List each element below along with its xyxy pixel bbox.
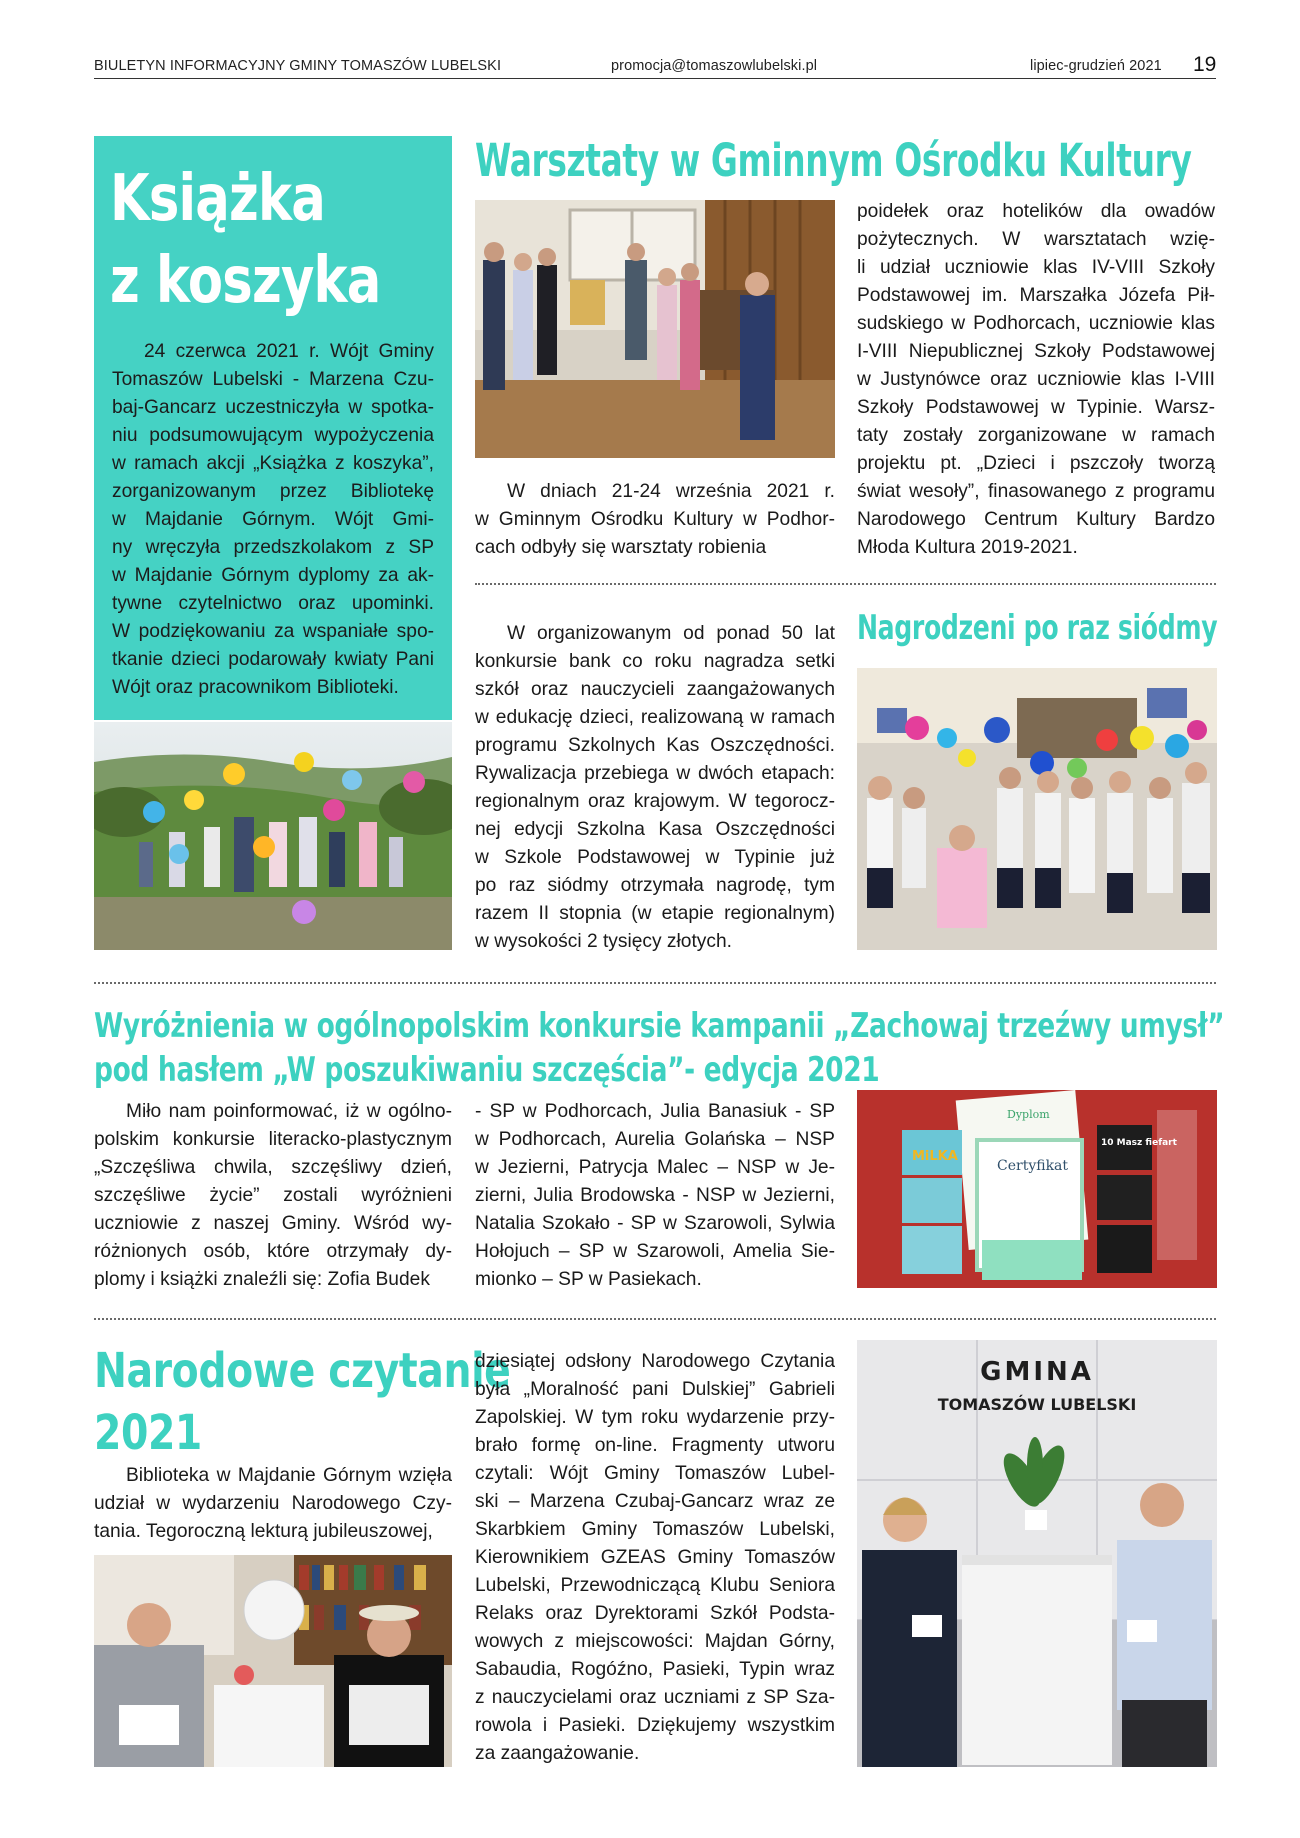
text-line: brało formę on-line. Fragmenty utworu	[475, 1435, 835, 1456]
text-line: taty zostały zorganizowane w ramach	[857, 425, 1215, 446]
text-line: Biblioteka w Majdanie Górnym wzięła	[126, 1465, 452, 1486]
text-line: poidełek oraz hotelików dla owadów	[857, 201, 1215, 222]
text-line: W dniach 21-24 września 2021 r.	[507, 481, 835, 502]
separator-warsztaty	[475, 583, 1216, 585]
photo-text-dyplom: Dyplom	[1007, 1108, 1050, 1121]
text-line: wowych z miejscowości: Majdan Górny,	[475, 1631, 835, 1652]
separator-lower	[94, 1318, 1216, 1320]
ksiazka-title-line2: z koszyka	[110, 244, 381, 318]
header-date: lipiec-grudzień 2021	[1030, 58, 1162, 74]
header-email[interactable]: promocja@tomaszowlubelski.pl	[611, 58, 818, 74]
wyroznienia-text-col1	[94, 1098, 452, 1294]
text-line: rowola i Pasieki. Dziękujemy wszystkim	[475, 1715, 835, 1736]
text-line: w ramach akcji „Książka z koszyka”,	[112, 453, 434, 474]
text-line: sudskiego w Podhorcach, uczniowie klas	[857, 313, 1215, 334]
text-line: Relaks oraz Dyrektorami Szkół Podsta-	[475, 1603, 835, 1624]
text-line: mionko – SP w Pasiekach.	[475, 1269, 702, 1290]
text-line: projektu pt. „Dzieci i pszczoły tworzą	[857, 453, 1215, 474]
text-line: tania. Tegoroczną lekturą jubileuszowej,	[94, 1521, 433, 1542]
text-line: z nauczycielami oraz uczniami z SP Sza-	[475, 1687, 835, 1708]
text-line: dziesiątej odsłony Narodowego Czytania	[475, 1351, 835, 1372]
text-line: 24 czerwca 2021 r. Wójt Gminy	[144, 341, 434, 362]
text-line: cach odbyły się warsztaty robienia	[475, 537, 767, 558]
wyroznienia-text-col2	[475, 1098, 835, 1294]
text-line: Wójt oraz pracownikom Biblioteki.	[112, 677, 399, 698]
text-line: polskim konkursie literacko-plastycznym	[94, 1129, 452, 1150]
photo-gmina-reading	[857, 1340, 1217, 1767]
separator-middle	[94, 982, 1216, 984]
header-publication: BIULETYN INFORMACYJNY GMINY TOMASZÓW LUBELSKI	[94, 58, 502, 74]
text-line: szczęśliwe życie” zostali wyróżnieni	[94, 1185, 452, 1206]
narodowe-text-col1	[94, 1462, 452, 1546]
sign-gmina: GMINA	[980, 1357, 1094, 1387]
photo-library-reading	[94, 1555, 452, 1767]
text-line: w Szkole Podstawowej w Typinie już	[475, 847, 835, 868]
text-line: W organizowanym od ponad 50 lat	[507, 623, 835, 644]
text-line: zierni, Julia Brodowska - NSP w Jezierni,	[475, 1185, 835, 1206]
ksiazka-title	[110, 158, 381, 322]
text-line: „Szczęśliwa chwila, szczęśliwy dzień,	[94, 1157, 452, 1178]
text-line: Tomaszów Lubelski - Marzena Czu-	[112, 369, 434, 390]
text-line: czytali: Wójt Gminy Tomaszów Lubel-	[475, 1463, 835, 1484]
text-line: w Gminnym Ośrodku Kultury w Podhor-	[475, 509, 835, 530]
text-line: programu Szkolnych Kas Oszczędności.	[475, 735, 835, 756]
wyroznienia-title-line2: pod hasłem „W poszukiwaniu szczęścia”- edycja 2021	[94, 1050, 880, 1090]
text-line: Zapolskiej. W tym roku wydarzenie przy-	[475, 1407, 835, 1428]
text-line: Natalia Szokało - SP w Szarowoli, Sylwia	[475, 1213, 835, 1234]
warsztaty-text-col1	[475, 478, 835, 562]
text-line: ny wręczyła przedszkolakom z SP	[112, 537, 434, 558]
ksiazka-text	[112, 338, 434, 702]
ksiazka-title-line1: Książka	[110, 162, 326, 236]
narodowe-title-line2: 2021	[94, 1405, 202, 1461]
text-line: ski – Marzena Czubaj-Gancarz wraz ze	[475, 1491, 835, 1512]
wyroznienia-title	[94, 1004, 1224, 1092]
text-line: Narodowego Centrum Kultury Bardzo	[857, 509, 1215, 530]
text-line: w Podhorcach, Aurelia Golańska – NSP	[475, 1129, 835, 1150]
photo-diplomas-books	[857, 1090, 1217, 1288]
text-line: Miło nam poinformować, iż w ogólno-	[126, 1101, 452, 1122]
narodowe-title	[94, 1340, 510, 1464]
text-line: w Jezierni, Patrycja Malec – NSP w Je-	[475, 1157, 835, 1178]
photo-text-book-b: 10 Masz fiefart	[1101, 1138, 1177, 1148]
text-line: li udział uczniowie klas IV-VIII Szkoły	[857, 257, 1215, 278]
photo-children-balloons	[94, 722, 452, 950]
photo-text-certyfikat: Certyfikat	[997, 1158, 1069, 1174]
text-line: I-VIII Niepublicznej Szkoły Podstawowej	[857, 341, 1215, 362]
text-line: za zaangażowanie.	[475, 1743, 640, 1764]
warsztaty-title: Warsztaty w Gminnym Ośrodku Kultury	[475, 134, 1192, 187]
text-line: Kierownikiem GZEAS Gminy Tomaszów	[475, 1547, 835, 1568]
sign-tomaszow: TOMASZÓW LUBELSKI	[937, 1395, 1137, 1414]
photo-awarded-children	[857, 668, 1217, 950]
text-line: po raz siódmy otrzymała nagrodę, tym	[475, 875, 835, 896]
narodowe-title-line1: Narodowe czytanie	[94, 1343, 511, 1399]
text-line: pożytecznych. W warsztatach wzię-	[857, 229, 1215, 250]
page-number: 19	[1193, 53, 1217, 76]
text-line: regionalnym oraz krajowym. W tegorocz-	[475, 791, 835, 812]
text-line: Lubelski, Przewodniczącą Klubu Seniora	[475, 1575, 835, 1596]
text-line: Sabaudia, Rogóźno, Pasieki, Typin wraz	[475, 1659, 835, 1680]
warsztaty-text-col2	[857, 198, 1215, 562]
text-line: różnionych osób, które otrzymały dy-	[94, 1241, 452, 1262]
text-line: była „Moralność pani Dulskiej” Gabrieli	[475, 1379, 835, 1400]
text-line: tkanie dzieci podarowały kwiaty Pani	[112, 649, 434, 670]
text-line: nej edycji Szkolna Kasa Oszczędności	[475, 819, 835, 840]
text-line: w wysokości 2 tysięcy złotych.	[475, 931, 732, 952]
text-line: szkół oraz nauczycieli zaangażowanych	[475, 679, 835, 700]
text-line: Rywalizacja przebiega w dwóch etapach:	[475, 763, 835, 784]
text-line: świat wesoły”, finasowanego z programu	[857, 481, 1215, 502]
text-line: Szkoły Podstawowej w Typinie. Warsz-	[857, 397, 1215, 418]
text-line: zorganizowanym przez Bibliotekę	[112, 481, 434, 502]
text-line: w Majdanie Górnym dyplomy za ak-	[112, 565, 434, 586]
text-line: Młoda Kultura 2019-2021.	[857, 537, 1078, 558]
nagrodzeni-text	[475, 620, 835, 956]
nagrodzeni-title: Nagrodzeni po raz siódmy	[857, 608, 1218, 648]
text-line: niu podsumowującym wypożyczenia	[112, 425, 434, 446]
text-line: udział w wydarzeniu Narodowego Czy-	[94, 1493, 452, 1514]
text-line: w Majdanie Górnym. Wójt Gmi-	[112, 509, 434, 530]
text-line: W podziękowaniu za wspaniałe spo-	[112, 621, 434, 642]
text-line: - SP w Podhorcach, Julia Banasiuk - SP	[475, 1101, 835, 1122]
text-line: razem II stopnia (w etapie regionalnym)	[475, 903, 835, 924]
text-line: Skarbkiem Gminy Tomaszów Lubelski,	[475, 1519, 835, 1540]
text-line: baj-Gancarz uczestniczyła w spotka-	[112, 397, 434, 418]
text-line: Podstawowej im. Marszałka Józefa Pił-	[857, 285, 1215, 306]
text-line: konkursie bank co roku nagradza setki	[475, 651, 835, 672]
photo-workshop	[475, 200, 835, 458]
narodowe-text-col2	[475, 1348, 835, 1768]
photo-text-book-a: MiLKA	[912, 1149, 958, 1164]
text-line: plomy i książki znaleźli się: Zofia Budek	[94, 1269, 430, 1290]
text-line: uczniowie z naszej Gminy. Wśród wy-	[94, 1213, 452, 1234]
text-line: w Justynówce oraz uczniowie klas I-VIII	[857, 369, 1215, 390]
header-rule	[94, 78, 1216, 79]
text-line: w edukację dzieci, realizowaną w ramach	[475, 707, 835, 728]
text-line: tywne czytelnictwo oraz upominki.	[112, 593, 434, 614]
text-line: Hołojuch – SP w Szarowoli, Amelia Sie-	[475, 1241, 835, 1262]
wyroznienia-title-line1: Wyróżnienia w ogólnopolskim konkursie kampanii „Zachowaj trzeźwy umysł”	[94, 1006, 1225, 1046]
